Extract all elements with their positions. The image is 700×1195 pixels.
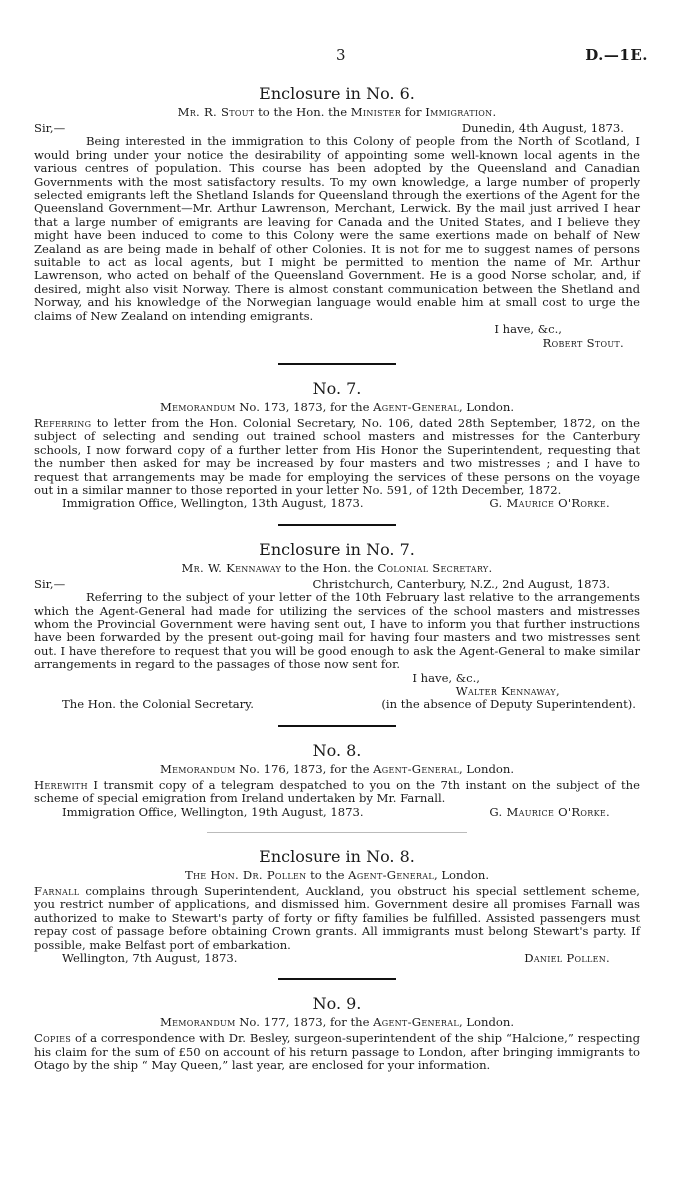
- office-line: [34, 497, 640, 510]
- document-reference: D.—1E.: [585, 46, 648, 64]
- signature: Daniel Pollen.: [524, 951, 610, 966]
- section-divider: [278, 725, 396, 727]
- addressee: The Hon. the Colonial Secretary.: [62, 697, 254, 712]
- section-divider: [278, 978, 396, 980]
- salutation-line: [34, 578, 640, 591]
- page-number: 3: [336, 46, 346, 64]
- signature: G. Maurice O'Rorke.: [489, 496, 610, 511]
- closing: I have, &c.,: [412, 670, 480, 685]
- memorandum-no-7: [34, 379, 640, 511]
- section-divider: [207, 832, 467, 833]
- memo-body: Copies of a correspondence with Dr. Besley, surgeon-superintendent of the ship “Halcione,” respecting his claim for the sum of £50 on account of his return passage to London, after bringing immigrants to Otago by the ship “ May Queen,” last year, are enclosed for your information.: [34, 1031, 640, 1073]
- section-subheading: Mr. R. Stout to the Hon. the Minister for Immigration.: [177, 105, 497, 119]
- section-divider: [278, 524, 396, 526]
- section-heading: No. 9.: [312, 994, 362, 1014]
- section-heading: Enclosure in No. 7.: [259, 539, 415, 559]
- office: Immigration Office, Wellington, 19th August, 1873.: [62, 804, 364, 819]
- section-subheading: Mr. W. Kennaway to the Hon. the Colonial Secretary.: [181, 560, 493, 575]
- memo-body: Referring to letter from the Hon. Colonial Secretary, No. 106, dated 28th September, 1872, on the subject of selecting and sending out trained school masters and mistresses for the Canterbury schools, I now forward copy of a further letter from His Honor the Superintendent, requesting that the number then asked for may be increased by four masters and two mistresses ; and I have to request that arrangements may be made for employing the services of these persons on the voyage out in a similar manner to those reported in your letter No. 591, of 12th December, 1872.: [34, 415, 640, 497]
- closing: I have, &c.,: [494, 322, 562, 337]
- section-subheading: Memorandum No. 177, 1873, for the Agent-General, London.: [159, 1015, 515, 1030]
- section-divider: [278, 363, 396, 365]
- letter-body: Referring to the subject of your letter of the 10th February last relative to the arrangements which the Agent-General had made for utilizing the services of the school masters and mistresses whom the Provincial Government were having sent out, I have to inform you that further instructions have been forwarded by the present out-going mail for having four masters and two mistresses sent out. I have therefore to request that you will be good enough to ask the Agent-General to make similar arrangements in regard to the passages of those now sent for.: [34, 590, 640, 672]
- salutation-line: [34, 122, 640, 135]
- place-line: [34, 952, 640, 965]
- signature: G. Maurice O'Rorke.: [489, 804, 610, 819]
- place-date: Christchurch, Canterbury, N.Z., 2nd August, 1873.: [312, 576, 610, 591]
- enclosure-no-8: [34, 847, 640, 965]
- signature: Robert Stout.: [542, 335, 624, 350]
- section-subheading: Memorandum No. 173, 1873, for the Agent-General, London.: [159, 399, 515, 414]
- office: Immigration Office, Wellington, 13th August, 1873.: [62, 496, 364, 511]
- section-heading: No. 8.: [312, 740, 362, 760]
- section-subheading: Memorandum No. 176, 1873, for the Agent-General, London.: [159, 761, 515, 776]
- telegram-body: Farnall complains through Superintendent, Auckland, you obstruct his special settlement scheme, you restrict number of applications, and dismissed him. Government desire all promises Farnall was authorized to make to Stewart's party of forty or fifty families be fulfilled. Assisted passengers must repay cost of passage before obtaining Crown grants. All immigrants must belong Stewart's party. If possible, make Belfast port of embarkation.: [34, 884, 640, 952]
- place-date: Dunedin, 4th August, 1873.: [461, 121, 624, 135]
- salutation: Sir,—: [34, 576, 66, 591]
- section-heading: Enclosure in No. 6.: [259, 84, 415, 103]
- addressee-line: [34, 698, 640, 711]
- section-heading: No. 7.: [312, 378, 362, 398]
- place-date: Wellington, 7th August, 1873.: [62, 951, 238, 966]
- signature: Walter Kennaway,: [455, 684, 560, 698]
- capacity: (in the absence of Deputy Superintendent).: [381, 697, 636, 712]
- salutation: Sir,—: [34, 121, 66, 135]
- section-heading: Enclosure in No. 8.: [259, 847, 415, 867]
- memorandum-no-8: [34, 741, 640, 819]
- running-header: [0, 46, 700, 70]
- office-line: [34, 806, 640, 819]
- enclosure-no-6: [34, 84, 640, 350]
- memo-body: Herewith I transmit copy of a telegram despatched to you on the 7th instant on the subject of the scheme of special emigration from Ireland undertaken by Mr. Farnall.: [34, 777, 640, 806]
- section-subheading: The Hon. Dr. Pollen to the Agent-General, London.: [184, 868, 490, 883]
- enclosure-no-7: [34, 540, 640, 712]
- page-body: [34, 84, 640, 1073]
- letter-body: Being interested in the immigration to this Colony of people from the North of Scotland, I would bring under your notice the desirability of appointing some well-known local agents in the various centres of population. This course has been adopted by the Queensland and Canadian Governments with the most satisfactory results. To my own knowledge, a large number of properly selected emigrants left the Shetland Islands for Queensland through the exertions of the Agent for the Queensland Government—Mr. Arthur Lawrenson, Merchant, Lerwick. By the mail just arrived I hear that a large number of emigrants are leaving for Canada and the United States, and I believe they might have been induced to come to this Colony were the same exertions made on behalf of New Zealand as are being made in behalf of other Colonies. It is not for me to suggest names of persons suitable to act as local agents, but I might be permitted to mention the name of Mr. Arthur Lawrenson, who acted on behalf of the Queensland Government. He is a good Norse scholar, and, if desired, might also visit Norway. There is almost constant communication between the Shetland and Norway, and his knowledge of the Norwegian language would enable him at small cost to urge the claims of New Zealand on intending emigrants.: [34, 134, 640, 323]
- memorandum-no-9: [34, 994, 640, 1072]
